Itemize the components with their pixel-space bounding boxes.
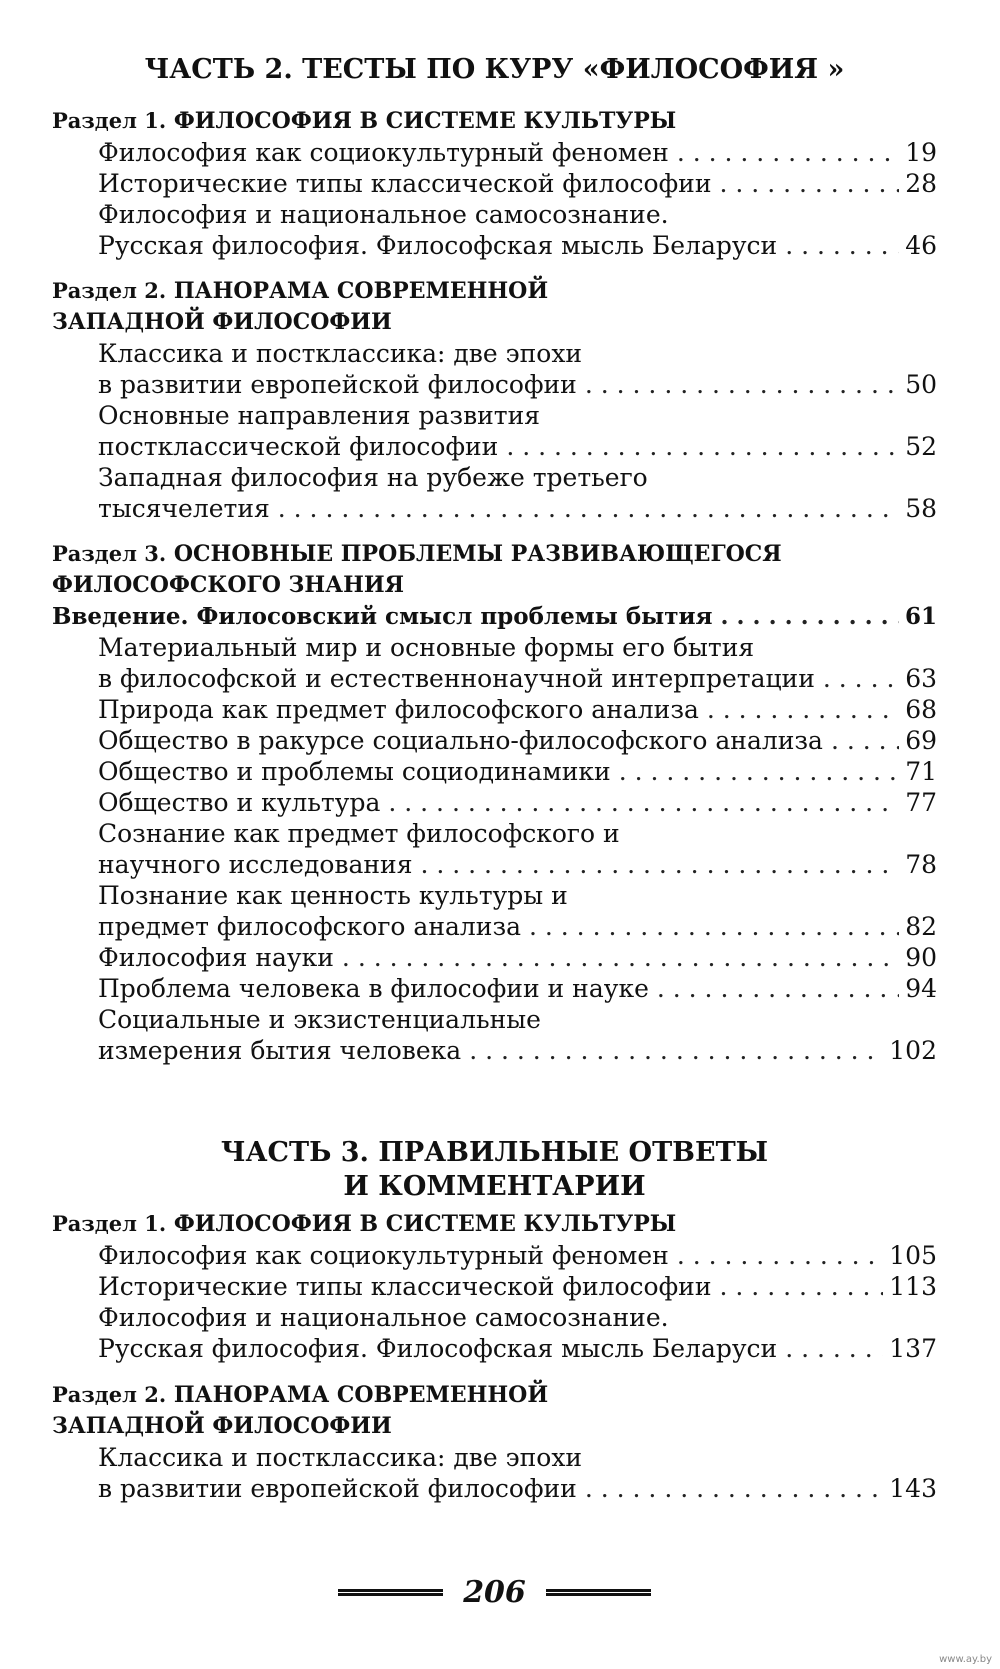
section-heading: Раздел 3. ОСНОВНЫЕ ПРОБЛЕМЫ РАЗВИВАЮЩЕГОСЯ ФИЛОСОФСКОГО ЗНАНИЯ bbox=[52, 541, 782, 598]
page-number: 58 bbox=[905, 494, 937, 523]
part2-title: ЧАСТЬ 2. ТЕСТЫ ПО КУРУ «ФИЛОСОФИЯ » bbox=[144, 54, 845, 85]
part3-section-2 bbox=[52, 1379, 937, 1504]
page-number: 77 bbox=[905, 788, 937, 817]
footer-page-number: 206 bbox=[463, 1575, 526, 1610]
toc-entry: Материальный мир и основные формы его бытия в философской и естественнонаучной интерпретации . . . 63 bbox=[52, 632, 937, 694]
page-number: 46 bbox=[905, 231, 937, 260]
toc-entry: Философия и национальное самосознание. Русская философия. Философская мысль Беларуси . . . 46 bbox=[52, 199, 937, 261]
page-number: 69 bbox=[905, 726, 937, 755]
page-number: 71 bbox=[905, 757, 937, 786]
section-heading: Раздел 1. ФИЛОСОФИЯ В СИСТЕМЕ КУЛЬТУРЫ bbox=[52, 108, 677, 134]
toc-entry: Философия и национальное самосознание. Русская философия. Философская мысль Беларуси . . . 137 bbox=[52, 1302, 937, 1364]
page-footer bbox=[52, 1575, 937, 1610]
part2-section-1 bbox=[52, 105, 937, 261]
page-number: 78 bbox=[905, 850, 937, 879]
page-number: 68 bbox=[905, 695, 937, 724]
toc-entry: Основные направления развития постклассической философии . . . 52 bbox=[52, 400, 937, 462]
section-heading: Раздел 1. ФИЛОСОФИЯ В СИСТЕМЕ КУЛЬТУРЫ bbox=[52, 1211, 677, 1237]
toc-entry: Проблема человека в философии и науке . . . 94 bbox=[52, 973, 937, 1004]
part2-section-2 bbox=[52, 275, 937, 524]
page-number: 137 bbox=[889, 1334, 937, 1363]
toc-entry: Философия науки . . . 90 bbox=[52, 942, 937, 973]
page-number: 52 bbox=[905, 432, 937, 461]
page-number: 63 bbox=[905, 664, 937, 693]
page-number: 61 bbox=[904, 603, 937, 630]
toc-entry: Социальные и экзистенциальные измерения бытия человека . . . 102 bbox=[52, 1004, 937, 1066]
page-number: 102 bbox=[889, 1036, 937, 1065]
watermark: www.ay.by bbox=[939, 1654, 992, 1665]
toc-entry: Исторические типы классической философии . . . 28 bbox=[52, 168, 937, 199]
part3-section-1 bbox=[52, 1208, 937, 1364]
toc-entry: Общество и культура . . . 77 bbox=[52, 787, 937, 818]
page-number: 143 bbox=[889, 1474, 937, 1503]
toc-entry: Философия как социокультурный феномен . . . 105 bbox=[52, 1240, 937, 1271]
page-number: 50 bbox=[905, 370, 937, 399]
page-number: 105 bbox=[889, 1241, 937, 1270]
toc-entry: Общество в ракурсе социально-философского анализа . . . 69 bbox=[52, 725, 937, 756]
page-number: 28 bbox=[905, 169, 937, 198]
page-number: 90 bbox=[905, 943, 937, 972]
toc-entry: Западная философия на рубеже третьего тысячелетия . . . 58 bbox=[52, 462, 937, 524]
page-number: 19 bbox=[905, 138, 937, 167]
toc-entry: Классика и постклассика: две эпохи в развитии европейской философии . . . 50 bbox=[52, 338, 937, 400]
toc-entry: Философия как социокультурный феномен . . . 19 bbox=[52, 137, 937, 168]
toc-entry: Природа как предмет философского анализа . . . 68 bbox=[52, 694, 937, 725]
section-heading: Раздел 2. ПАНОРАМА СОВРЕМЕННОЙ ЗАПАДНОЙ ФИЛОСОФИИ bbox=[52, 278, 549, 335]
toc-entry: Сознание как предмет философского и научного исследования . . . 78 bbox=[52, 818, 937, 880]
toc-entry: Исторические типы классической философии . . . 113 bbox=[52, 1271, 937, 1302]
footer-rule-left bbox=[338, 1589, 443, 1596]
part3-title: ЧАСТЬ 3. ПРАВИЛЬНЫЕ ОТВЕТЫ И КОММЕНТАРИИ bbox=[220, 1137, 769, 1202]
toc-entry: Классика и постклассика: две эпохи в развитии европейской философии . . . 143 bbox=[52, 1442, 937, 1504]
part2-section-3 bbox=[52, 538, 937, 1066]
toc-intro-entry: Введение. Филосовский смысл проблемы бытия . . . 61 bbox=[52, 601, 937, 632]
footer-rule-right bbox=[546, 1589, 651, 1596]
page-number: 113 bbox=[889, 1272, 937, 1301]
page-number: 94 bbox=[905, 974, 937, 1003]
toc-entry: Общество и проблемы социодинамики . . . 71 bbox=[52, 756, 937, 787]
toc-entry: Познание как ценность культуры и предмет философского анализа . . . 82 bbox=[52, 880, 937, 942]
section-heading: Раздел 2. ПАНОРАМА СОВРЕМЕННОЙ ЗАПАДНОЙ ФИЛОСОФИИ bbox=[52, 1382, 549, 1439]
page-number: 82 bbox=[905, 912, 937, 941]
